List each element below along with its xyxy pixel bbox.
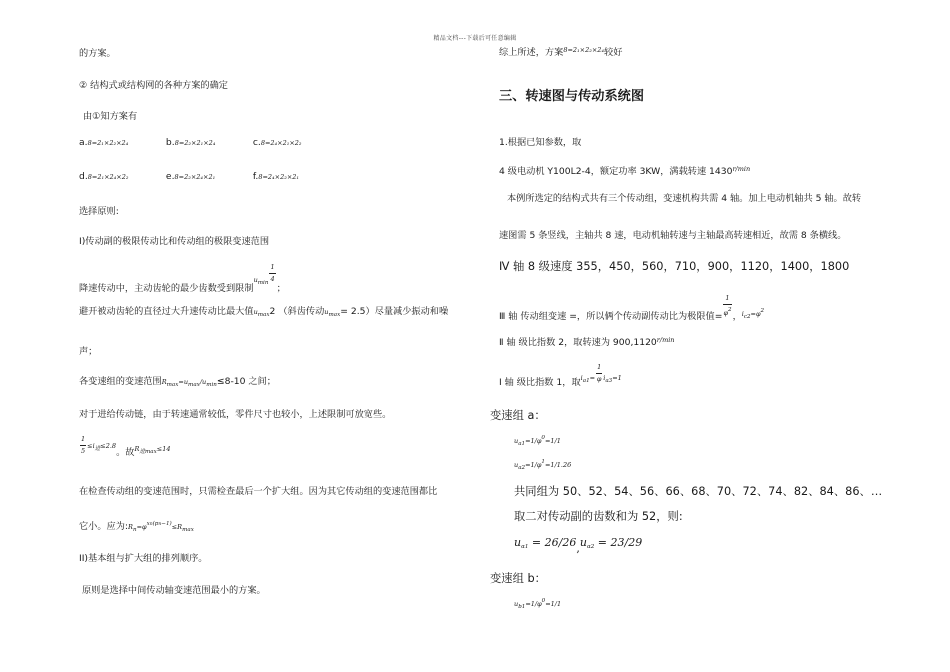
group-a-eq1: ua1=1/φ0=1/1 [514,435,561,447]
para-feed-range: $\frac{1}{5}$ ≤i进≤2.8。故$_{R进max\le 14}$ [81,435,171,458]
para-speed-lines: 速图需 5 条竖线，主轴共 8 速，电动机轴转速与主轴最高转速相近，故需 8 条横线。 [499,230,847,241]
group-a-title: 变速组 a： [490,409,546,422]
para-range: 各变速组的变速范围Rmax=umax/umin≤8-10 之间； [79,376,276,388]
group-a-teeth: $u_{\alpha 1} = 26/26,u_{\alpha 2} = 23/29$ [514,536,643,555]
section-structure-plans: ② 结构式或结构网的各种方案的确定 [79,80,228,91]
para-axis-3: Ⅲ 轴 传动组变速 =，所以俩个传动副传动比为极限值= $\frac{1}{\varphi 2}$ ，$_{ic2=\varphi 2}$ [499,294,765,322]
group-a-eq2: ua2=1/φ1=1/1.26 [514,459,572,471]
option-c: c.8=2₄×2₁×2₂ [252,137,302,148]
option-b: b.8=2₂×2₁×2₄ [165,137,216,148]
para-limit-ratio: I)传动副的极限传动比和传动组的极限变速范围 [79,236,270,247]
group-b-eq1: ub1=1/φ0=1/1 [514,598,562,610]
section-heading: 三、转速图与传动系统图 [499,89,645,104]
page-header: 精品文档---下载后可任意编辑 [433,35,517,42]
para-common-group: 共同组为 50、52、54、56、66、68、70、72、74、82、84、86、… [514,485,883,498]
para-check-range: 在检查传动组的变速范围时，只需检查最后一个扩大组。因为其它传动组的变速范围都比 [79,486,438,497]
option-row-1 [79,137,337,149]
para-from-1: 由①知方案有 [83,111,138,122]
option-e: e.8=2₂×2₄×2₁ [165,171,216,182]
para-feed-chain: 对于进给传动链，由于转速通常较低，零件尺寸也较小，上述限制可放宽些。 [79,409,392,420]
option-d: d.8=2₁×2₄×2₂ [79,171,129,182]
group-b-title: 变速组 b： [490,572,546,585]
para-axis-1: Ⅰ 轴 级比指数 1，取$_{ia1=}$ $\frac{1}{\varphi}$ $_{ia3=1}$ [499,363,622,388]
para-axis-2: Ⅱ 轴 级比指数 2，取转速为 $900,1120^{r/min}$ [499,336,675,348]
para-selection-principles: 选择原则: [79,206,119,217]
para-pick-teeth: 取二对传动副的齿数和为 52，则: [514,510,683,523]
option-row-2 [79,171,337,183]
para-conclusion: 综上所述，方案8=2₁×2₂×2₄较好 [499,46,623,58]
para-plan-end: 的方案。 [79,48,116,59]
para-max-ratio: 避开被动齿轮的直径过大升速传动比最大值umax2 （斜齿传动umax= 2.5）尽量减少振动和噪 [79,306,449,318]
para-structure: 本例所选定的结构式共有三个传动组，变速机构共需 4 轴。加上电动机轴共 5 轴。故转 [507,193,862,204]
para-principle: 原则是选择中间传动轴变速范围最小的方案。 [82,585,266,596]
para-motor: 4 级电动机 Y100L2-4，额定功率 3KW，满载转速 $1430^{r/min}$ [499,165,751,177]
option-a: a.8=2₁×2₂×2₄ [79,137,129,148]
para-noise-end: 声； [79,346,98,357]
para-axis-4-speeds: Ⅳ 轴 8 级速度 355，450，560，710，900，1120，1400，1800 [499,260,850,273]
option-f: f.8=2₄×2₂×2₁ [252,171,300,182]
para-should-be: 它小。应为:Rn=φxn(pn−1)≤Rmax [79,521,194,533]
para-given-params: 1.根据已知参数，取 [499,137,582,148]
para-order: II)基本组与扩大组的排列顺序。 [79,553,208,564]
para-min-teeth: 降速传动中，主动齿轮的最少齿数受到限制$_{umin}$ $\frac{1}{4}$ ； [79,263,286,294]
